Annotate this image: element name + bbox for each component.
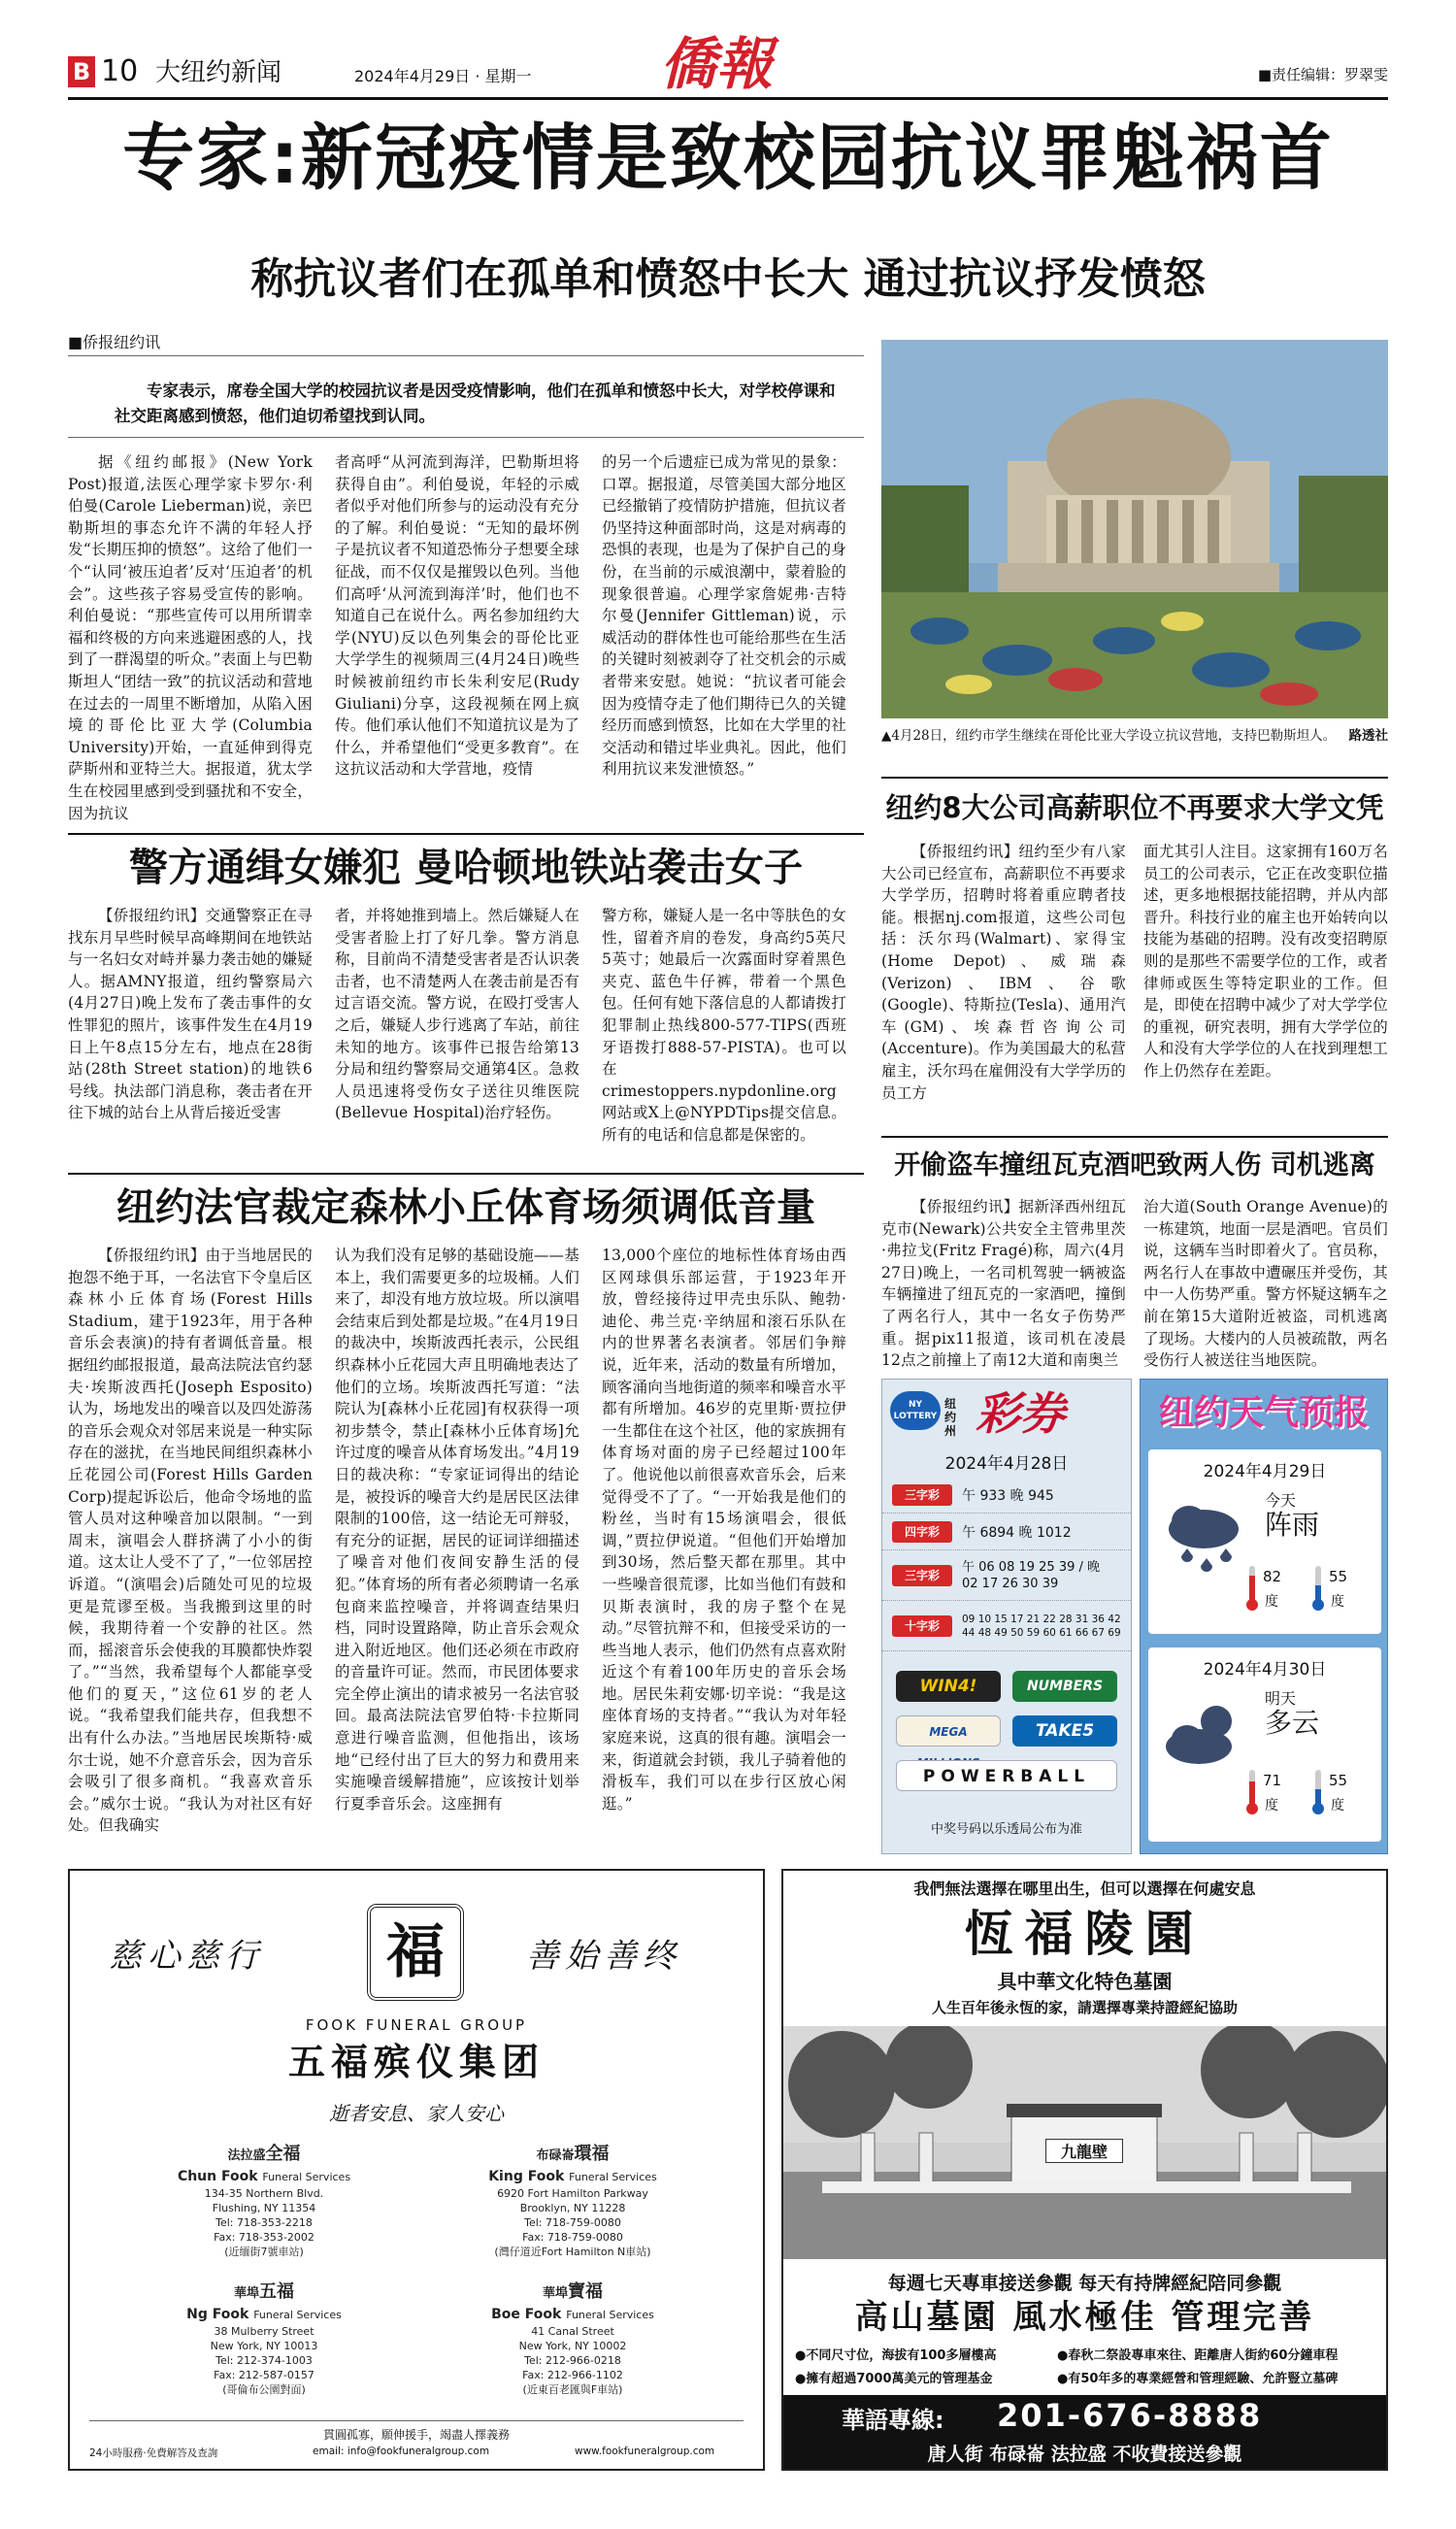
fook-branch-cn: 寶福: [568, 2281, 603, 2302]
fook-branch-area: 布碌崙: [536, 2148, 575, 2163]
powerball-logo: POWERBALL: [896, 1760, 1117, 1791]
ad-cemetery-hotline[interactable]: 201-676-8888: [997, 2397, 1263, 2434]
fook-emblem-icon: [367, 1904, 464, 2001]
lottery-row-tag: 三字彩: [892, 1565, 952, 1586]
thermometer-low-icon: [1311, 1564, 1325, 1613]
lottery-row: [882, 1477, 1131, 1514]
lottery-box: [881, 1379, 1132, 1854]
fook-branch-fax: Fax: 718-353-2002: [214, 2231, 314, 2244]
story2-col-1-text: 【侨报纽约讯】由于当地居民的抱怨不绝于耳，一名法官下令皇后区森林小丘体育场(Forest Hills Stadium，建于1923年，用于各种音乐会表演)的持有者调低音量。根据纽约邮报报道，最高法院法官约瑟夫·埃斯波西托(Joseph Esposito)认为，场地发出的噪音以及四处游荡的音乐会观众对邻居来说是一种实际存在的滋扰，在当地民间组织森林小丘花园公司(Forest Hills Garden Corp)提起诉讼后，他命令场地的监管人员对这种噪音加以限制。“一到周末，演唱会人群挤满了小小的街道。这太让人受不了了，”一位邻居控诉道。“(演唱会)后随处可见的垃圾更是荒谬至极。当我搬到这里的时候，我期待着一个安静的社区。然而，摇滚音乐会使我的耳膜都快炸裂了。”“当然，我希望每个人都能享受他们的夏天，”这位61岁的老人说。“我希望我们能共存，但我想不出有什么办法。”当地居民埃斯特·威尔士说，她不介意音乐会，因为音乐会吸引了很多商机。“我喜欢音乐会。”威尔士说。“我认为对社区有好处。但我确实: [68, 1247, 313, 1835]
lottery-row-tag: 十字彩: [892, 1615, 952, 1637]
fook-branch-tel: Tel: 718-353-2218: [215, 2216, 313, 2229]
thermometer-high-icon: [1245, 1768, 1259, 1816]
win4-logo: WIN4!: [896, 1671, 1001, 1702]
story2-col-3-text: 13,000个座位的地标性体育场由西区网球俱乐部运营，于1923年开放，曾经接待过甲壳虫乐队、鲍勃·迪伦、弗兰克·辛纳屈和滚石乐队在内的世界著名表演者。邻居们争辩说，近年来，活动的数量有所增加，顾客涌向当地街道的频率和噪音水平都有所增加。46岁的克里斯·贾拉伊一生都住在这个社区，他的家族拥有体育场对面的房子已经超过100年了。他说他以前很喜欢音乐会，后来觉得受不了了。“一开始我是他们的粉丝，当时有15场演唱会，很低调，”贾拉伊说道。“但他们开始增加到30场，然后整天都在那里。其中一些噪音很荒谬，比如当他们有鼓和贝斯表演时，我的房子整个在晃动。”尽管抗辩不和，但接受采访的一些当地人表示，他们仍然有点喜欢附近这个有着100年历史的音乐会场地。居民朱莉安娜·切辛说：“我是这座体育场的支持者。”“我认为对年轻家庭来说，这真的很有趣。演唱会一来，街道就会封锁，我儿子骑着他的滑板车，我们可以在步行区放心闲逛。”: [602, 1247, 846, 1813]
columbia-library-illustration: [881, 340, 1388, 718]
fook-branch-addr: 6920 Fort Hamilton Parkway: [497, 2187, 648, 2200]
fook-branch: [148, 2280, 381, 2397]
ad-fook-group-cn: 五福殡仪集团: [287, 2040, 545, 2083]
lottery-row-value: 午 6894 晚 1012: [962, 1524, 1072, 1541]
newspaper-logo: 僑報: [660, 31, 774, 97]
fook-branch-city: New York, NY 10013: [210, 2340, 318, 2352]
lottery-brand-badge: [890, 1391, 941, 1430]
lead-col-3-text: 的另一个后遗症已成为常见的景象：口罩。据报道，尽管美国大部分地区已经撤销了疫情防护措施，但抗议者仍坚持这种面部时尚，这是对病毒的恐惧的表现，也是为了保护自己的身份，在当前的示威浪潮中，蒙着脸的现象很普遍。心理学家詹妮弗·吉特尔曼(Jennifer Gittleman)说，示威活动的群体性也可能给那些在生活的关键时刻被剥夺了社交机会的示威者带来安慰。她说：“抗议者可能会因为疫情夺走了他们期待已久的关键经历而感到愤怒，比如在大学里的社交活动和错过毕业典礼。因此，他们利用抗议来发泄愤怒。”: [602, 453, 846, 779]
lottery-row-value: 午 933 晚 945: [962, 1487, 1054, 1504]
lottery-row-value: 午 06 08 19 25 39 / 晚 02 17 26 30 39: [962, 1559, 1101, 1591]
fook-branch-city: New York, NY 10002: [518, 2340, 627, 2352]
lead-photo: [881, 340, 1388, 718]
lead-col-2-text: 者高呼“从河流到海洋，巴勒斯坦将获得自由”。利伯曼说，年轻的示威者似乎对他们所参与的运动没有充分的了解。利伯曼说：“无知的最坏例子是抗议者不知道恐怖分子想要全球征战，而不仅仅是摧毁以色列。当他们高呼‘从河流到海洋’时，他们也不知道自己在说什么。两名参加纽约大学(NYU)反以色列集会的哥伦比亚大学学生的视频周三(4月24日)晚些时候被前纽约市长朱利安尼(Rudy Giuliani)分享，这段视频在网上疯传。他们承认他们不知道抗议是为了什么，并希望他们“受更多教育”。在这抗议活动和大学营地，疫情: [335, 453, 579, 779]
lead-col-1-text: 据《纽约邮报》(New York Post)报道,法医心理学家卡罗尔·利伯曼(Carole Lieberman)说，亲巴勒斯坦的事态允许不满的年轻人抒发“长期压抑的愤怒”。这给了他们一个“认同‘被压迫者’反对‘压迫者’的机会”。这些孩子容易受宣传的影响。利伯曼说：“那些宣传可以用所谓幸福和终极的方向来逃避困惑的人，找到了一群渴望的听众。”表面上与巴勒斯坦人“团结一致”的抗议活动和营地在过去的一周里不断增加，从陷入困境的哥伦比亚大学(Columbia University)开始，一直延伸到得克萨斯州和亚特兰大。据报道，犹太学生在校园里感到受到骚扰和不安全，因为抗议: [68, 453, 313, 822]
fook-branch-sub: Funeral Services: [253, 2309, 342, 2321]
fook-emblem-char: 福: [386, 1918, 445, 1986]
weather-day1-condition: 阵雨: [1265, 1509, 1320, 1541]
fook-branch-city: Brooklyn, NY 11228: [519, 2202, 626, 2214]
lead-rule: [68, 355, 864, 356]
story1-col-3: [602, 905, 846, 1167]
story1-top-rule: [68, 833, 864, 835]
ad-fook-right-slogan: 善始善终: [526, 1937, 681, 1976]
weather-day2-date: 2024年4月30日: [1203, 1660, 1327, 1680]
fook-branch-en: Chun Fook: [177, 2169, 258, 2184]
story4-col-2-text: 治大道(South Orange Avenue)的一栋建筑，地面一层是酒吧。官员们说，这辆车当时即着火了。官员称，两名行人在事故中遭碾压并受伤，其中一人伤势严重。警方怀疑这辆车之前在第15大道附近被盗，司机逃离了现场。大楼内的人员被疏散，两名受伤行人被送往当地医院。: [1143, 1198, 1388, 1370]
partly-cloudy-icon: [1160, 1696, 1247, 1774]
fook-branch-sub: Funeral Services: [262, 2171, 351, 2183]
story2-top-rule: [68, 1173, 864, 1175]
ad-cemetery-banner: 我們無法選擇在哪里出生，但可以選擇在何處安息: [913, 1880, 1256, 1898]
lead-source-text: ■侨报纽约讯: [68, 333, 161, 351]
lottery-row-tag: 三字彩: [892, 1484, 952, 1506]
fook-branch: [148, 2143, 381, 2259]
fook-branch-fax: Fax: 718-759-0080: [522, 2231, 623, 2244]
ad-cemetery-name: 恆福陵園: [964, 1905, 1206, 1962]
ad-fook-funeral: [68, 1869, 765, 2471]
lottery-note: 中奖号码以乐透局公布为准: [930, 1822, 1082, 1837]
story4-headline: 开偷盗车撞纽瓦克酒吧致两人伤 司机逃离: [894, 1150, 1375, 1181]
lottery-title: 彩券: [976, 1387, 1065, 1440]
ad-cemetery-bullet4: ●有50年多的專業經營和管理經驗、允許豎立墓碑: [1057, 2372, 1339, 2386]
ad-cemetery-bullet1: ●不同尺寸位，海拔有100多層樓高: [795, 2348, 997, 2363]
lottery-date: 2024年4月28日: [944, 1454, 1069, 1474]
weather-day2-high: 71: [1263, 1772, 1282, 1789]
weather-day1-label: 今天: [1265, 1491, 1297, 1510]
weather-day1-date: 2024年4月29日: [1203, 1462, 1327, 1481]
weather-box: [1140, 1379, 1388, 1854]
lead-col-2: [335, 451, 579, 825]
fook-branch-area: 華埠: [233, 2286, 259, 2301]
story1-col-2: [335, 905, 579, 1167]
fook-branch-note: (灣仔道近Fort Hamilton N車站): [494, 2246, 651, 2258]
ad-cemetery-hotline-label: 華語專線:: [842, 2407, 944, 2434]
fook-branch-area: 法拉盛: [227, 2148, 266, 2163]
lead-headline: 专家:新冠疫情是致校园抗议罪魁祸首: [122, 116, 1334, 200]
lead-col-1: [68, 451, 313, 825]
ad-fook-footer-cn: 貫圓孤寡，願伸援手，竭盡人擇義務: [322, 2428, 510, 2442]
section-name: 大纽约新闻: [155, 58, 282, 87]
fook-branch-sub: Funeral Services: [566, 2309, 654, 2321]
ad-cemetery-sub: 具中華文化特色墓園: [997, 1970, 1173, 1993]
story1-col-2-text: 者，并将她推到墙上。然后嫌疑人在受害者脸上打了好几拳。警方消息称，目前尚不清楚受害者是否认识袭击者，也不清楚两人在袭击前是否有过言语交流。警方说，在殴打受害人之后，嫌疑人步行逃离了车站，前往未知的地方。该事件已报告给第13分局和纽约警察局交通第4区。急救人员迅速将受伤女子送往贝维医院(Bellevue Hospital)治疗轻伤。: [335, 907, 579, 1122]
weather-day2-high-unit: 度: [1265, 1798, 1278, 1814]
section-letter: B: [68, 56, 95, 87]
weather-day2-label: 明天: [1265, 1689, 1297, 1708]
weather-day1-low: 55: [1329, 1568, 1348, 1585]
ad-cemetery-service: 每週七天專車接送參觀 每天有持牌經紀陪同參觀: [887, 2273, 1282, 2294]
story1-col-1: [68, 905, 313, 1167]
story4-top-rule: [881, 1136, 1388, 1138]
fook-branch-en: Boe Fook: [491, 2307, 562, 2322]
ad-cemetery-bullet3: ●擁有超過7000萬美元的管理基金: [795, 2372, 993, 2386]
weather-day2-condition: 多云: [1265, 1707, 1320, 1739]
lottery-row-tag: 四字彩: [892, 1521, 952, 1543]
ad-fook-footer-right: www.fookfuneralgroup.com: [575, 2446, 715, 2457]
story2-col-2-text: 认为我们没有足够的基础设施——基本上，我们需要更多的垃圾桶。人们来了，却没有地方放垃圾。所以演唱会结束后到处都是垃圾。”在4月19日的裁决中，埃斯波西托表示，公民组织森林小丘花园大声且明确地表达了他们的立场。埃斯波西托写道：“法院认为[森林小丘花园]有权获得一项初步禁令，禁止[森林小丘体育场]允许过度的噪音从体育场发出。”4月19日的裁决称：“专家证词得出的结论是，被投诉的噪音大约是居民区法律限制的100倍，这一结论无可辩驳，有充分的证据，居民的证词详细描述了噪音对他们夜间安静生活的侵犯。”体育场的所有者必须聘请一名承包商来监控噪音，并将调查结果归档，同时设置路障，防止音乐会观众进入附近地区。他们还必须在市政府的音量许可证。然而，市民团体要求完全停止演出的请求被另一名法官驳回。最高法院法官罗伯特·卡拉斯同意进行噪音监测，但他指出，该场地“已经付出了巨大的努力和费用来实施噪音缓解措施”，应该按计划举行夏季音乐会。这座拥有: [335, 1247, 579, 1813]
ad-fook-group-en: FOOK FUNERAL GROUP: [305, 2016, 528, 2034]
masthead: [68, 31, 1388, 97]
story2-col-2: [335, 1245, 579, 1835]
fook-branch: [456, 2280, 689, 2397]
lead-source: [68, 330, 160, 352]
rain-icon: [1160, 1498, 1247, 1585]
fook-branch-note: (近缅街7號車站): [224, 2246, 304, 2258]
weather-day2: [1148, 1647, 1381, 1842]
story3-col-1: [881, 841, 1126, 1132]
ad-cemetery-photo: [783, 2026, 1386, 2259]
fook-branch-note: (哥倫布公園對面): [222, 2383, 306, 2396]
weather-title: 纽约天气预报: [1158, 1393, 1369, 1433]
issue-date: 2024年4月29日 · 星期一: [354, 67, 532, 85]
fook-branch-fax: Fax: 212-966-1102: [522, 2369, 623, 2381]
fook-branch-en: King Fook: [488, 2169, 565, 2184]
story4-col-1-text: 【侨报纽约讯】据新泽西州纽瓦克市(Newark)公共安全主管弗里茨·弗拉戈(Fritz Fragé)称，周六(4月27日)晚上，一名司机驾驶一辆被盗车辆撞进了纽瓦克的一家酒吧，撞倒了两名行人，其中一名女子伤势严重。据pix11报道，该司机在凌晨12点之前撞上了南12大道和南奥兰: [881, 1198, 1126, 1370]
lottery-row-value: 09 10 15 17 21 22 28 31 36 42 44 48 49 50 59 60 61 66 67 69: [962, 1613, 1121, 1639]
story4-col-1: [881, 1196, 1126, 1371]
lottery-row: [882, 1601, 1131, 1651]
story1-col-1-text: 【侨报纽约讯】交通警察正在寻找东月早些时候早高峰期间在地铁站与一名妇女对峙并暴力袭击她的嫌疑人。据AMNY报道，纽约警察局六(4月27日)晚上发布了袭击事件的女性罪犯的照片，该事件发生在4月19日上午8点15分左右，地点在28街站(28th Street station)的地铁6号线。执法部门消息称，袭击者在开往下城的站台上从背后接近受害: [68, 907, 313, 1122]
ad-fook-footer-left: 24小時服務·免費解答及查詢: [89, 2447, 218, 2459]
thermometer-low-icon: [1311, 1768, 1325, 1816]
ad-cemetery-pickup: 唐人街 布碌崙 法拉盛 不收費接送參觀: [927, 2444, 1242, 2465]
lottery-brand-small: NY LOTTERY: [893, 1400, 938, 1421]
ad-cemetery-hotline-bar: [783, 2395, 1386, 2471]
lottery-row: [882, 1514, 1131, 1550]
page-number: 10: [101, 54, 139, 88]
fook-branch-cn: 環福: [574, 2144, 610, 2164]
story1-col-3-text: 警方称，嫌疑人是一名中等肤色的女性，留着齐肩的卷发，身高约5英尺5英寸；她最后一次露面时穿着黑色夹克、蓝色牛仔裤，带着一个黑色包。任何有她下落信息的人都请拨打犯罪制止热线800-577-TIPS(西班牙语拨打888-57-PISTA)。也可以在crimestoppers.nypdonline.org网站或X上@NYPDTips提交信息。所有的电话和信息都是保密的。: [602, 907, 846, 1144]
story3-col-2-text: 面尤其引人注目。这家拥有160万名员工的公司表示，它正在改变职位描述，更多地根据技能招聘，并从内部晋升。科技行业的雇主也开始转向以技能为基础的招聘。没有改变招聘原则的是那些不需要学位的工作，或者律师或医生等特定职业的工作。但是，即使在招聘中减少了对大学学位的重视，研究表明，拥有大学学位的人和没有大学学位的人在找到理想工作上仍然存在差距。: [1143, 843, 1388, 1080]
numbers-logo: NUMBERS: [1012, 1671, 1117, 1702]
lottery-brand-side: 纽约州: [944, 1397, 957, 1438]
fook-branch-addr: 41 Canal Street: [531, 2325, 614, 2338]
weather-day1-low-unit: 度: [1331, 1594, 1344, 1610]
story3-col-1-text: 【侨报纽约讯】纽约至少有八家大公司已经宣布，高薪职位不再要求大学学历，招聘时将着重应聘者技能。根据nj.com报道，这些公司包括：沃尔玛(Walmart)、家得宝(Home Depot)、威瑞森(Verizon)、IBM、谷歌(Google)、特斯拉(Tesla)、通用汽车(GM)、埃森哲咨询公司(Accenture)。作为美国最大的私营雇主，沃尔玛在雇佣没有大学学历的员工方: [881, 843, 1126, 1102]
ad-fook-footer-rule: [89, 2420, 744, 2421]
ad-fook-tagline: 逝者安息、家人安心: [329, 2102, 504, 2125]
fook-branch-note: (近東百老匯與F車站): [522, 2383, 623, 2396]
editor-credit: ■责任编辑：罗翠雯: [1257, 66, 1388, 83]
weather-day1-high-unit: 度: [1265, 1594, 1278, 1610]
story2-headline: 纽约法官裁定森林小丘体育场须调低音量: [116, 1185, 815, 1230]
lead-col-3: [602, 451, 846, 825]
ad-cemetery-bullet2: ●春秋二祭設專車來往、距離唐人街約60分鐘車程: [1057, 2348, 1339, 2363]
ad-cemetery-tagline: 人生百年後永恆的家，請選擇專業持證經紀協助: [931, 1999, 1238, 2016]
fook-branch-addr: 134-35 Northern Blvd.: [204, 2187, 324, 2200]
lead-summary-rule: [68, 437, 864, 438]
weather-day1-high: 82: [1263, 1568, 1282, 1585]
fook-branch-sub: Funeral Services: [569, 2171, 657, 2183]
weather-day2-low-unit: 度: [1331, 1798, 1344, 1814]
fook-branch-area: 華埠: [542, 2286, 568, 2301]
fook-branch: [456, 2143, 689, 2259]
lead-subhead: 称抗议者们在孤单和愤怒中长大 通过抗议抒发愤怒: [250, 254, 1206, 304]
lead-photo-caption: [881, 726, 1388, 746]
weather-day1: [1148, 1449, 1381, 1634]
lottery-rows: [882, 1477, 1131, 1651]
lottery-row: [882, 1550, 1131, 1601]
fook-branch-tel: Tel: 212-374-1003: [215, 2354, 313, 2367]
weather-day2-low: 55: [1329, 1772, 1348, 1789]
fook-branch-fax: Fax: 212-587-0157: [214, 2369, 314, 2381]
story4-col-2: [1143, 1196, 1388, 1371]
story3-top-rule: [881, 777, 1388, 779]
caption-credit: 路透社: [1348, 728, 1388, 744]
fook-branch-cn: 五福: [259, 2281, 294, 2302]
story2-col-3: [602, 1245, 846, 1835]
masthead-rule: [68, 97, 1388, 100]
fook-branch-city: Flushing, NY 11354: [212, 2202, 316, 2214]
lead-summary: 专家表示，席卷全国大学的校园抗议者是因受疫情影响，他们在孤单和愤怒中长大，对学校停课和社交距离感到愤怒，他们迫切希望找到认同。: [115, 382, 836, 425]
ad-fook-left-slogan: 慈心慈行: [109, 1937, 264, 1976]
cemetery-sign: 九龍壁: [1045, 2139, 1123, 2163]
mega-millions-logo: MEGA: [896, 1715, 1001, 1747]
fook-branch-tel: Tel: 718-759-0080: [524, 2216, 621, 2229]
fook-branch-tel: Tel: 212-966-0218: [524, 2354, 621, 2367]
ad-cemetery: [781, 1869, 1388, 2471]
fook-branch-cn: 全福: [265, 2144, 301, 2164]
story1-headline: 警方通缉女嫌犯 曼哈顿地铁站袭击女子: [129, 846, 803, 890]
story2-col-1: [68, 1245, 313, 1835]
story3-headline: 纽约8大公司高薪职位不再要求大学文凭: [885, 791, 1384, 824]
fook-branch-addr: 38 Mulberry Street: [214, 2325, 314, 2338]
caption-text: ▲4月28日，纽约市学生继续在哥伦比亚大学设立抗议营地，支持巴勒斯坦人。: [881, 728, 1337, 744]
story3-col-2: [1143, 841, 1388, 1132]
ad-cemetery-slogan: 高山墓園 風水極佳 管理完善: [854, 2298, 1315, 2337]
thermometer-high-icon: [1245, 1564, 1259, 1613]
ad-fook-footer-mid: email: info@fookfuneralgroup.com: [313, 2446, 490, 2457]
fook-branch-en: Ng Fook: [186, 2307, 249, 2322]
take5-logo: TAKE5: [1012, 1715, 1117, 1747]
